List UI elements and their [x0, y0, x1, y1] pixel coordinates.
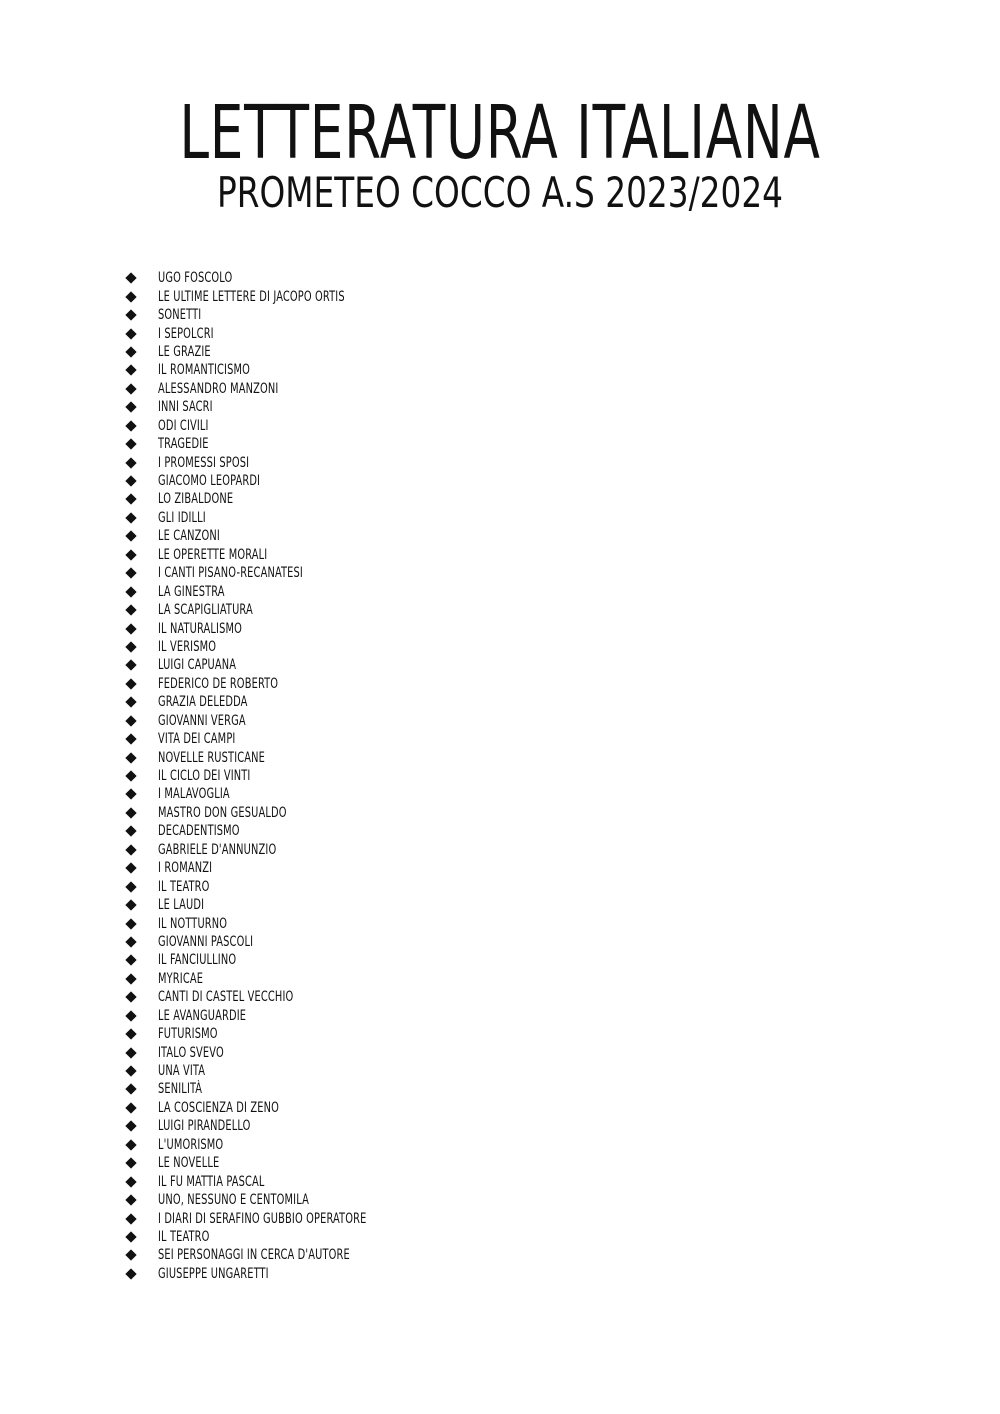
diamond-bullet-icon	[125, 1158, 136, 1169]
list-item	[124, 896, 425, 914]
list-item-label: L'UMORISMO	[158, 1136, 224, 1153]
list-item-label: UNO, NESSUNO E CENTOMILA	[158, 1192, 309, 1209]
list-item	[124, 1062, 425, 1080]
diamond-bullet-icon	[125, 678, 136, 689]
list-item-label: DECADENTISMO	[158, 823, 240, 840]
list-item-label: ODI CIVILI	[158, 417, 209, 434]
list-item	[124, 343, 425, 361]
diamond-bullet-icon	[125, 807, 136, 818]
diamond-bullet-icon	[125, 1010, 136, 1021]
list-item	[124, 877, 425, 895]
diamond-bullet-icon	[125, 789, 136, 800]
list-item-label: GRAZIA DELEDDA	[158, 694, 248, 711]
diamond-bullet-icon	[125, 918, 136, 929]
list-item	[124, 785, 425, 803]
list-item	[124, 656, 425, 674]
list-item-label: I ROMANZI	[158, 860, 213, 877]
list-item-label: FEDERICO DE ROBERTO	[158, 675, 279, 692]
list-item	[124, 1117, 425, 1135]
list-item-label: NOVELLE RUSTICANE	[158, 749, 266, 766]
diamond-bullet-icon	[125, 438, 136, 449]
list-item-label: I MALAVOGLIA	[158, 786, 230, 803]
list-item	[124, 1099, 425, 1117]
diamond-bullet-icon	[125, 992, 136, 1003]
diamond-bullet-icon	[125, 549, 136, 560]
list-item-label: SENILITÀ	[158, 1081, 203, 1098]
list-item	[124, 1265, 425, 1283]
diamond-bullet-icon	[125, 568, 136, 579]
list-item	[124, 767, 425, 785]
list-item-label: GIUSEPPE UNGARETTI	[158, 1265, 269, 1282]
list-item	[124, 1025, 425, 1043]
list-item	[124, 619, 425, 637]
diamond-bullet-icon	[125, 770, 136, 781]
diamond-bullet-icon	[125, 328, 136, 339]
list-item-label: IL NOTTURNO	[158, 915, 228, 932]
list-item-label: IL FU MATTIA PASCAL	[158, 1173, 265, 1190]
diamond-bullet-icon	[125, 291, 136, 302]
list-item-label: MYRICAE	[158, 970, 204, 987]
list-item-label: LA COSCIENZA DI ZENO	[158, 1099, 279, 1116]
list-item	[124, 748, 425, 766]
list-item	[124, 527, 425, 545]
list-item-label: UNA VITA	[158, 1063, 206, 1080]
diamond-bullet-icon	[125, 899, 136, 910]
list-item	[124, 693, 425, 711]
list-item-label: GIACOMO LEOPARDI	[158, 473, 261, 490]
list-item-label: LE ULTIME LETTERE DI JACOPO ORTIS	[158, 288, 345, 305]
list-item	[124, 1136, 425, 1154]
diamond-bullet-icon	[125, 826, 136, 837]
diamond-bullet-icon	[125, 863, 136, 874]
list-item-label: IL TEATRO	[158, 1228, 210, 1245]
diamond-bullet-icon	[125, 512, 136, 523]
list-item-label: I PROMESSI SPOSI	[158, 454, 250, 471]
list-item-label: IL TEATRO	[158, 878, 210, 895]
list-item-label: FUTURISMO	[158, 1026, 218, 1043]
list-item	[124, 472, 425, 490]
list-item-label: UGO FOSCOLO	[158, 270, 233, 287]
list-item	[124, 1007, 425, 1025]
diamond-bullet-icon	[125, 1268, 136, 1279]
list-item	[124, 380, 425, 398]
list-item	[124, 453, 425, 471]
list-item	[124, 730, 425, 748]
list-item-label: LE OPERETTE MORALI	[158, 546, 268, 563]
list-item-label: GLI IDILLI	[158, 509, 206, 526]
diamond-bullet-icon	[125, 1065, 136, 1076]
diamond-bullet-icon	[125, 1102, 136, 1113]
diamond-bullet-icon	[125, 1139, 136, 1150]
diamond-bullet-icon	[125, 733, 136, 744]
list-item	[124, 601, 425, 619]
list-item-label: ALESSANDRO MANZONI	[158, 380, 279, 397]
list-item-label: IL NATURALISMO	[158, 620, 242, 637]
list-item	[124, 822, 425, 840]
page-subtitle: PROMETEO COCCO A.S 2023/2024	[216, 168, 784, 217]
list-item	[124, 361, 425, 379]
diamond-bullet-icon	[125, 936, 136, 947]
list-item-label: INNI SACRI	[158, 399, 213, 416]
diamond-bullet-icon	[125, 1176, 136, 1187]
list-item	[124, 287, 425, 305]
diamond-bullet-icon	[125, 641, 136, 652]
list-item-label: TRAGEDIE	[158, 436, 209, 453]
list-item-label: GABRIELE D'ANNUNZIO	[158, 841, 277, 858]
list-item	[124, 970, 425, 988]
list-item-label: I SEPOLCRI	[158, 325, 214, 342]
list-item	[124, 1228, 425, 1246]
list-item	[124, 1172, 425, 1190]
diamond-bullet-icon	[125, 715, 136, 726]
diamond-bullet-icon	[125, 1250, 136, 1261]
list-item	[124, 859, 425, 877]
list-item-label: LE LAUDI	[158, 897, 205, 914]
page-title: LETTERATURA ITALIANA	[179, 90, 821, 176]
diamond-bullet-icon	[125, 1028, 136, 1039]
list-item	[124, 1246, 425, 1264]
list-item	[124, 324, 425, 342]
diamond-bullet-icon	[125, 881, 136, 892]
list-item-label: CANTI DI CASTEL VECCHIO	[158, 989, 294, 1006]
list-item	[124, 1043, 425, 1061]
diamond-bullet-icon	[125, 752, 136, 763]
diamond-bullet-icon	[125, 660, 136, 671]
topic-list	[124, 269, 425, 1283]
list-item	[124, 1191, 425, 1209]
list-item-label: LA SCAPIGLIATURA	[158, 602, 253, 619]
list-item	[124, 582, 425, 600]
list-item-label: LE NOVELLE	[158, 1155, 220, 1172]
list-item	[124, 675, 425, 693]
diamond-bullet-icon	[125, 1084, 136, 1095]
list-item	[124, 564, 425, 582]
list-item-label: LO ZIBALDONE	[158, 491, 234, 508]
list-item-label: VITA DEI CAMPI	[158, 731, 236, 748]
list-item	[124, 490, 425, 508]
list-item	[124, 546, 425, 564]
diamond-bullet-icon	[125, 494, 136, 505]
diamond-bullet-icon	[125, 623, 136, 634]
list-item-label: LE AVANGUARDIE	[158, 1007, 247, 1024]
list-item-label: LUIGI PIRANDELLO	[158, 1118, 251, 1135]
diamond-bullet-icon	[125, 402, 136, 413]
list-item-label: I DIARI DI SERAFINO GUBBIO OPERATORE	[158, 1210, 367, 1227]
list-item	[124, 804, 425, 822]
list-item-label: SONETTI	[158, 307, 202, 324]
diamond-bullet-icon	[125, 1121, 136, 1132]
list-item	[124, 988, 425, 1006]
list-item	[124, 435, 425, 453]
list-item-label: LUIGI CAPUANA	[158, 657, 237, 674]
list-item	[124, 951, 425, 969]
diamond-bullet-icon	[125, 1047, 136, 1058]
diamond-bullet-icon	[125, 604, 136, 615]
list-item	[124, 914, 425, 932]
diamond-bullet-icon	[125, 844, 136, 855]
list-item-label: ITALO SVEVO	[158, 1044, 224, 1061]
diamond-bullet-icon	[125, 1213, 136, 1224]
diamond-bullet-icon	[125, 697, 136, 708]
diamond-bullet-icon	[125, 457, 136, 468]
list-item-label: LE CANZONI	[158, 528, 220, 545]
list-item	[124, 306, 425, 324]
diamond-bullet-icon	[125, 973, 136, 984]
diamond-bullet-icon	[125, 365, 136, 376]
diamond-bullet-icon	[125, 420, 136, 431]
list-item-label: LA GINESTRA	[158, 583, 225, 600]
list-item	[124, 1154, 425, 1172]
list-item-label: IL ROMANTICISMO	[158, 362, 251, 379]
list-item	[124, 509, 425, 527]
list-item-label: IL VERISMO	[158, 638, 217, 655]
list-item	[124, 269, 425, 287]
list-item-label: GIOVANNI PASCOLI	[158, 933, 254, 950]
diamond-bullet-icon	[125, 1194, 136, 1205]
list-item	[124, 638, 425, 656]
diamond-bullet-icon	[125, 346, 136, 357]
list-item	[124, 1209, 425, 1227]
list-item-label: IL CICLO DEI VINTI	[158, 768, 251, 785]
diamond-bullet-icon	[125, 586, 136, 597]
list-item	[124, 398, 425, 416]
list-item-label: IL FANCIULLINO	[158, 952, 237, 969]
list-item	[124, 712, 425, 730]
list-item	[124, 1080, 425, 1098]
diamond-bullet-icon	[125, 273, 136, 284]
list-item	[124, 933, 425, 951]
list-item-label: SEI PERSONAGGI IN CERCA D'AUTORE	[158, 1247, 350, 1264]
diamond-bullet-icon	[125, 1231, 136, 1242]
diamond-bullet-icon	[125, 475, 136, 486]
list-item	[124, 417, 425, 435]
list-item	[124, 841, 425, 859]
list-item-label: MASTRO DON GESUALDO	[158, 804, 287, 821]
diamond-bullet-icon	[125, 955, 136, 966]
list-item-label: LE GRAZIE	[158, 343, 211, 360]
list-item-label: GIOVANNI VERGA	[158, 712, 246, 729]
diamond-bullet-icon	[125, 309, 136, 320]
list-item-label: I CANTI PISANO-RECANATESI	[158, 565, 303, 582]
diamond-bullet-icon	[125, 531, 136, 542]
diamond-bullet-icon	[125, 383, 136, 394]
